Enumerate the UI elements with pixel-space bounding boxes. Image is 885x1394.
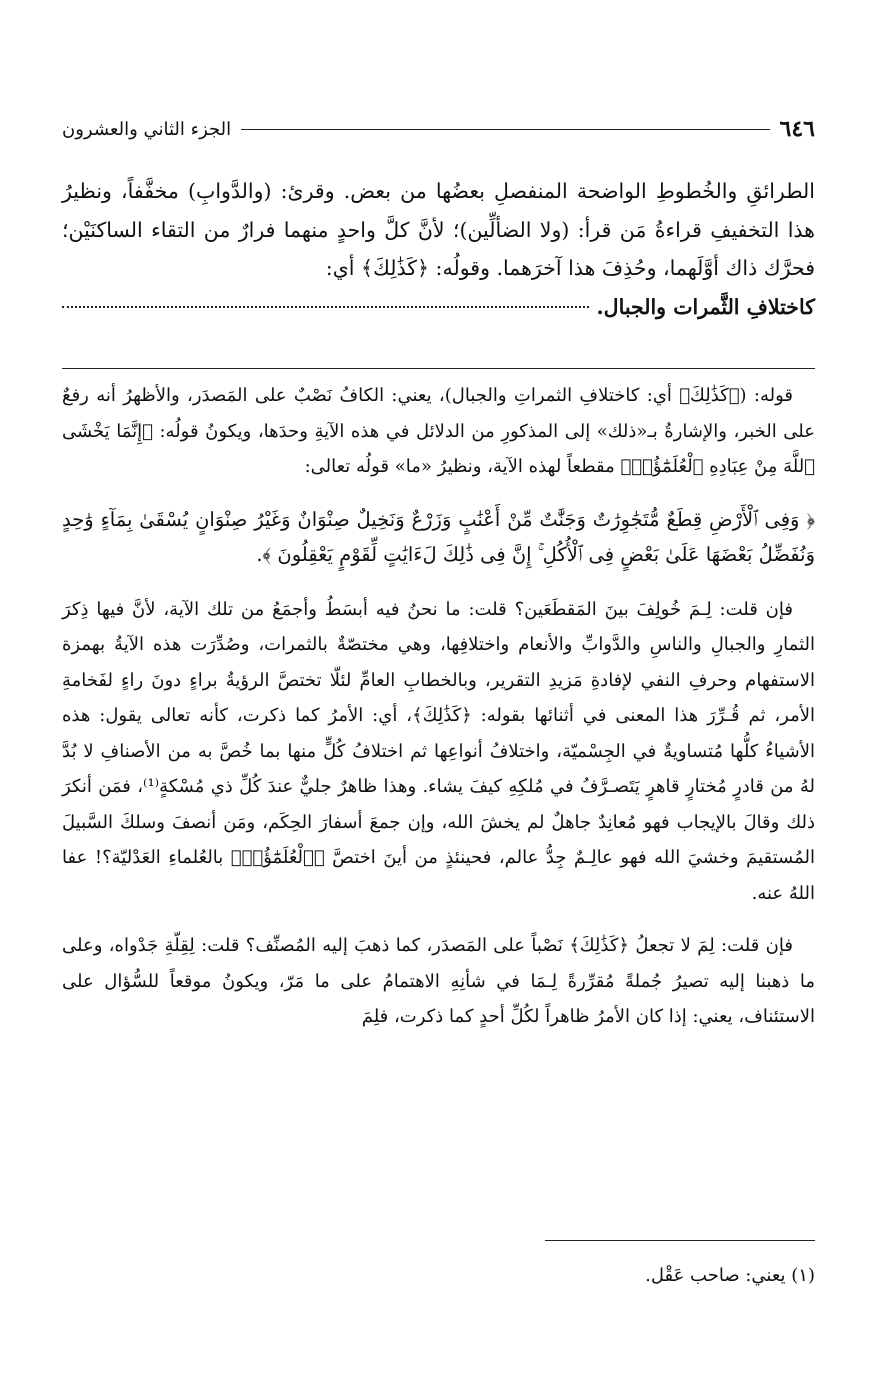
commentary-paragraph: قوله: (﴿كَذَٰلِكَ﴾ أي: كاختلافِ الثمراتِ والجبال)، يعني: الكافُ نَصْبٌ على المَصدَر، والأظهرُ أنه رفعٌ على الخبر، والإشارةُ بـ«ذلك» إلى المذكورِ من الدلائل في هذه الآيةِ وحدَها، ويكونُ قولُه: ﴿إِنَّمَا يَخْشَى ٱللَّهَ مِنْ عِبَادِهِ ٱلْعُلَمَٰٓؤُا۟﴾ مقطعاً لهذه الآية، ونظيرُ «ما» قولُه تعالى: [62,385,815,477]
main-last-line [62,288,815,327]
running-title: الجزء الثاني والعشرون [62,118,232,140]
header-rule [241,129,769,130]
main-last-line-text: كاختلافِ الثَّمرات والجبال. [596,294,815,319]
page-number: ٦٤٦ [779,116,815,142]
commentary-paragraph: فإن قلت: لِمَ لا تجعلُ ﴿كَذَٰلِكَ﴾ نَصْباً على المَصدَر، كما ذهبَ إليه المُصنِّف؟ قلت: لِقِلّةِ جَدْواه، وعلى ما ذهبنا إليه تصيرُ جُملةً مُقرِّرةً لِـمَا في شأنِهِ الاهتمامُ على ما مَرّ، ويكونُ موقعاً للسُّؤال على الاستئناف، يعني: إذا كان الأمرُ ظاهراً لكُلِّ أحدٍ كما ذكرت، فلِمَ [62,935,815,1027]
footnote: (١) يعني: صاحب عَقْل. [645,1265,815,1286]
dotted-leader [62,306,589,308]
section-separator [62,368,815,369]
commentary-block [62,378,815,1052]
main-text-block [62,172,815,326]
quran-verse: ﴿ وَفِى ٱلْأَرْضِ قِطَعٌ مُّتَجَٰوِرَٰتٌ وَجَنَّٰتٌ مِّنْ أَعْنَٰبٍ وَزَرْعٌ وَنَخِيلٌ صِنْوَانٌ وَغَيْرُ صِنْوَانٍ يُسْقَىٰ بِمَآءٍ وَٰحِدٍ وَنُفَضِّلُ بَعْضَهَا عَلَىٰ بَعْضٍ فِى ٱلْأُكُلِ ۚ إِنَّ فِى ذَٰلِكَ لَءَايَٰتٍ لِّقَوْمٍ يَعْقِلُونَ ﴾. [62,507,815,566]
running-header [62,112,815,146]
main-paragraph: الطرائقِ والخُطوطِ الواضحة المنفصلِ بعضُها من بعض. وقرئ: (والدَّوابِ) مخفَّفاً، ونظيرُ هذا التخفيفِ قراءةُ مَن قرأ: (ولا الضألِّين)؛ لأنَّ كلَّ واحدٍ منهما فرارٌ من التقاء الساكنَيْن؛ فحرَّك ذاك أوَّلَهما، وحُذِفَ هذا آخرَهما. وقولُه: ﴿كَذَٰلِكَ﴾ أي: [62,179,815,280]
footnote-rule [545,1240,815,1241]
commentary-paragraph: فإن قلت: لِـمَ خُولِفَ بينَ المَقطَعَين؟ قلت: ما نحنُ فيه أبسَطُ وأجمَعُ من تلك الآية، لأنَّ فيها ذِكرَ الثمارِ والجبالِ والناسِ والدَّوابِّ والأنعام واختلافِها، وهي مختصّةٌ بالثمرات، وصُدِّرَت هذه الآيةُ بهمزة الاستفهام وحرفِ النفي لإفادةِ مَزيدِ التقرير، وبالخطابِ العامِّ لئلّا تختصَّ الرؤيةُ براءٍ دونَ راءٍ لفَخامةِ الأمر، ثم قُـرِّرَ هذا المعنى في أثنائها بقوله: ﴿كَذَٰلِكَ﴾، أي: الأمرُ كما ذكرت، كأنه تعالى يقول: هذه الأشياءُ كلُّها مُتساويةٌ في الجِسْميّة، واختلافُ أنواعِها ثم اختلافُ كُلٍّ منها بما خُصَّ به من الأصنافِ لا بُدَّ لهُ من قادرٍ مُختارٍ قاهرٍ يَتَصـرَّفُ في مُلكِهِ كيفَ يشاء. وهذا ظاهرٌ جليٌّ عندَ كُلِّ ذي مُسْكةٍ⁽¹⁾، فمَن أنكرَ ذلك وقالَ بالإيجاب فهو مُعانِدٌ جاهلٌ لم يخشَ الله، وإن جمعَ أسفارَ الحِكَم، ومَن أنصفَ وسلكَ السَّبيلَ المُستقيمَ وخشيَ الله فهو عالِـمٌ جِدُّ عالم، فحينئذٍ من أينَ اختصَّ ﴿ٱلْعُلَمَٰٓؤُا۟﴾ بالعُلماءِ العَدْليّة؟! عفا اللهُ عنه. [62,598,815,904]
